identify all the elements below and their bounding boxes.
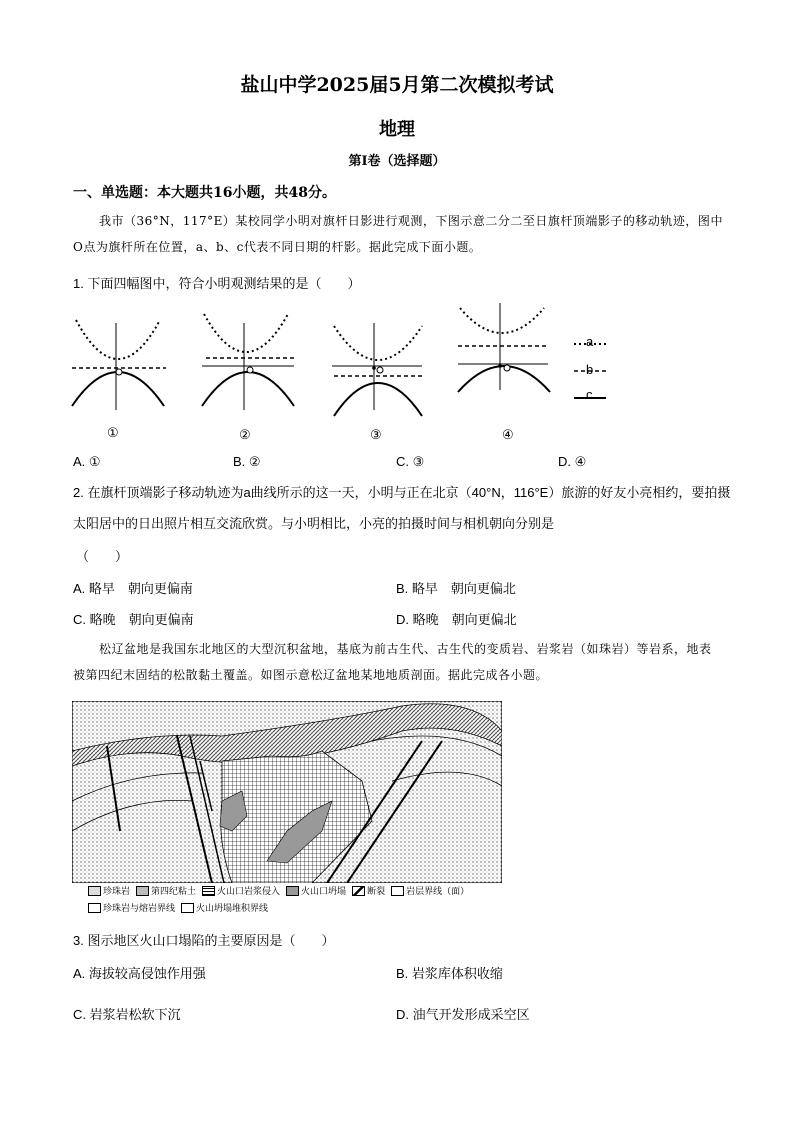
q3-option-d[interactable]: D. 油气开发形成采空区 xyxy=(396,1007,530,1022)
legend-magma-intrusion: 火山口岩浆侵入 xyxy=(202,884,280,897)
q1-option-c[interactable]: C. ③ xyxy=(396,454,425,469)
section-heading: 一、单选题：本大题共16小题，共48分。 xyxy=(73,185,336,201)
panel-label-2: ② xyxy=(239,427,251,442)
legend-pearlite: 珍珠岩 xyxy=(88,884,130,897)
panel-4 xyxy=(458,303,550,392)
passage-2: 松辽盆地是我国东北地区的大型沉积盆地，基底为前古生代、古生代的变质岩、岩浆岩（如珠岩）等岩系，地表被第四纪末固结的松散黏土覆盖。如图示意松辽盆地某地地质剖面。据此完成各小题。 xyxy=(73,642,712,682)
legend-fault: 断裂 xyxy=(352,884,385,897)
panel-label-1: ① xyxy=(107,425,119,440)
q2-option-d[interactable]: D. 略晚 朝向更偏北 xyxy=(396,612,517,627)
legend-layer-boundary: 岩层界线（面） xyxy=(391,884,469,897)
legend-pearlite-lava-boundary: 珍珠岩与熔岩界线 xyxy=(88,901,175,914)
panel-2 xyxy=(202,314,294,410)
q2-option-b[interactable]: B. 略早 朝向更偏北 xyxy=(396,581,516,596)
legend-a: a xyxy=(586,334,594,349)
legend-crater-collapse: 火山口坍塌 xyxy=(286,884,346,897)
panel-label-3: ③ xyxy=(370,427,382,442)
q1-option-b[interactable]: B. ② xyxy=(233,454,261,469)
q2-option-a[interactable]: A. 略早 朝向更偏南 xyxy=(73,581,193,596)
exam-title: 盐山中学2025届5月第二次模拟考试 xyxy=(240,74,554,96)
q1-option-a[interactable]: A. ① xyxy=(73,454,101,469)
panel-label-4: ④ xyxy=(502,427,514,442)
geology-cross-section xyxy=(72,701,502,883)
passage-1: 我市（36°N，117°E）某校同学小明对旗杆日影进行观测，下图示意二分二至日旗杆顶端影子的移动轨迹，图中O点为旗杆所在位置，a、b、c代表不同日期的杆影。据此完成下面小题。 xyxy=(73,214,723,254)
question-1-stem: 1. 下面四幅图中，符合小明观测结果的是（ ） xyxy=(73,276,361,291)
q1-option-d[interactable]: D. ④ xyxy=(558,454,587,469)
geology-legend xyxy=(88,884,508,914)
shadow-diagram xyxy=(66,298,646,448)
q3-option-b[interactable]: B. 岩浆库体积收缩 xyxy=(396,966,503,981)
panel-1 xyxy=(72,320,166,410)
volume-title: 第I卷（选择题） xyxy=(348,154,446,169)
q3-option-a[interactable]: A. 海拔较高侵蚀作用强 xyxy=(73,966,206,981)
subject-title: 地理 xyxy=(379,119,415,140)
legend-quaternary-clay: 第四纪粘土 xyxy=(136,884,196,897)
q2-option-c[interactable]: C. 略晚 朝向更偏南 xyxy=(73,612,194,627)
q3-option-c[interactable]: C. 岩浆岩松软下沉 xyxy=(73,1007,181,1022)
panel-3 xyxy=(332,323,422,416)
legend-c: c xyxy=(586,387,593,402)
legend-b: b xyxy=(586,362,594,377)
legend-collapse-deposit-boundary: 火山坍塌堆积界线 xyxy=(181,901,268,914)
question-3-stem: 3. 图示地区火山口塌陷的主要原因是（ ） xyxy=(73,933,335,948)
q2-paren: （ ） xyxy=(76,549,129,564)
question-2-stem: 2. 在旗杆顶端影子移动轨迹为a曲线所示的这一天，小明与正在北京（40°N，116°E）旅游的好友小亮相约，要拍摄太阳居中的日出照片相互交流欣赏。与小明相比，小亮的拍摄时间与相机朝向分别是 xyxy=(73,485,731,531)
